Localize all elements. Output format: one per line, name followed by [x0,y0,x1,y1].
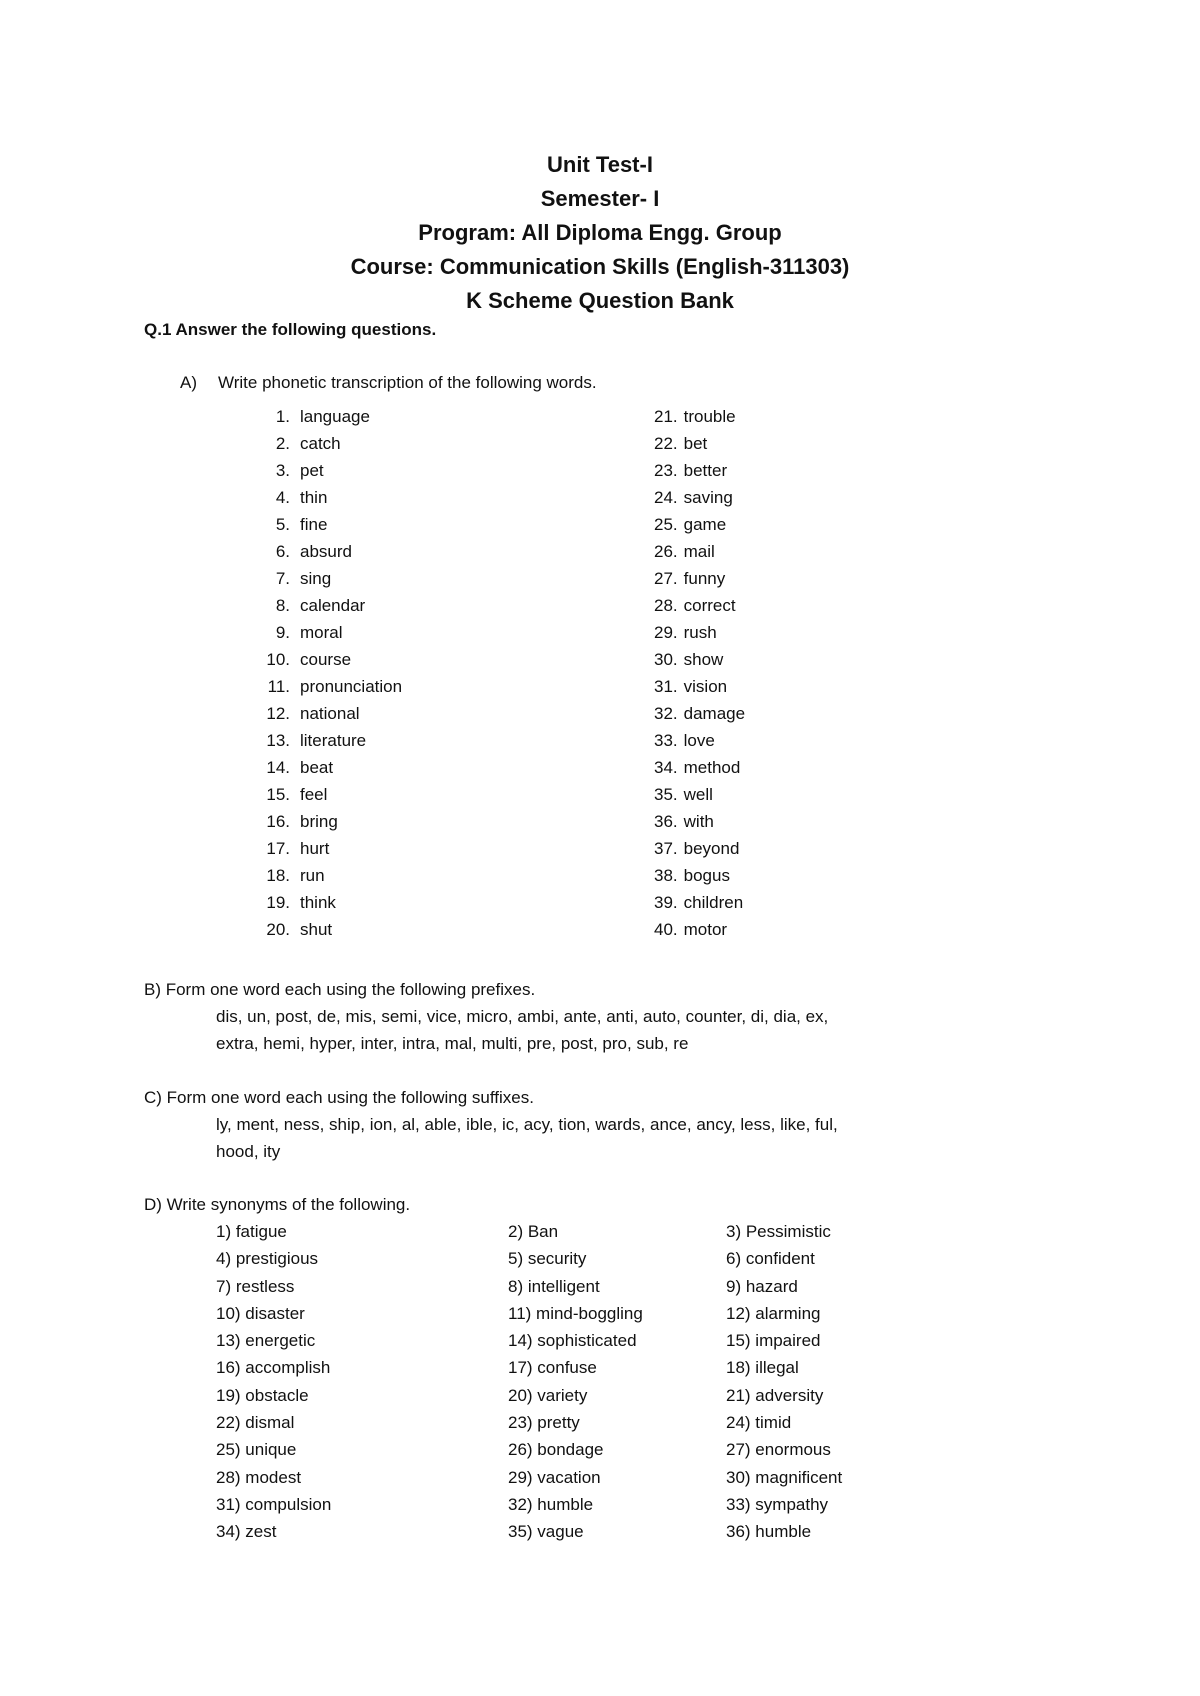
suffix-line: hood, ity [216,1142,281,1161]
synonym-item: 20) variety [508,1385,588,1405]
synonym-item: 10) disaster [216,1303,305,1323]
item-number: 36. [654,812,678,831]
section-b-heading: B) Form one word each using the following prefixes. [144,980,536,999]
item-word: catch [300,434,341,453]
item-word: with [683,812,714,831]
word-list-item [654,403,745,430]
item-number: 38. [654,866,678,885]
section-d-heading: D) Write synonyms of the following. [144,1195,411,1214]
synonym-item: 7) restless [216,1276,295,1296]
synonym-item: 2) Ban [508,1222,559,1241]
item-number: 14. [266,758,290,777]
synonym-item: 16) accomplish [216,1358,331,1378]
word-list-item [654,727,745,754]
word-list-item [254,781,402,808]
title-question-bank: K Scheme Question Bank [466,288,734,313]
word-list-item [254,511,402,538]
item-word: rush [683,623,717,642]
word-list-item [254,754,402,781]
word-list-item [654,781,745,808]
item-word: vision [683,677,728,696]
item-number: 22. [654,434,678,453]
item-number: 8. [275,596,290,615]
item-word: beyond [683,839,740,858]
item-word: love [683,731,715,750]
word-list-item [254,889,402,916]
item-number: 31. [654,677,678,696]
item-word: correct [683,596,736,615]
word-list-item [654,835,745,862]
word-list-item [654,457,745,484]
item-number: 16. [266,812,290,831]
synonym-item: 13) energetic [216,1331,316,1351]
item-number: 30. [654,650,678,669]
item-word: saving [683,488,733,507]
title-unit-test: Unit Test-I [547,152,653,177]
synonym-item: 28) modest [216,1467,302,1487]
title-block [0,148,1200,318]
section-a-letter: A) [180,373,197,392]
item-number: 39. [654,893,678,912]
item-word: national [300,704,360,723]
item-word: beat [300,758,334,777]
item-number: 24. [654,488,678,507]
item-word: children [683,893,744,912]
section-b-prefixes [216,1003,976,1057]
word-list-item [654,619,745,646]
synonym-item: 1) fatigue [216,1222,287,1241]
word-list-item [654,511,745,538]
word-list-item [654,646,745,673]
item-word: method [683,758,741,777]
item-word: calendar [300,596,366,615]
synonym-item: 31) compulsion [216,1494,332,1514]
item-number: 34. [654,758,678,777]
word-list-item [654,862,745,889]
word-list-item [654,538,745,565]
synonym-item: 14) sophisticated [508,1331,637,1351]
synonym-item: 17) confuse [508,1358,597,1378]
synonym-item: 12) alarming [726,1303,821,1323]
synonym-item: 6) confident [726,1249,815,1269]
item-number: 40. [654,920,678,939]
item-number: 27. [654,569,678,588]
item-number: 17. [266,839,290,858]
item-number: 28. [654,596,678,615]
item-word: shut [300,920,333,939]
item-number: 11. [267,677,290,696]
word-list-item [254,727,402,754]
synonym-item: 34) zest [216,1522,277,1542]
item-number: 32. [654,704,678,723]
phonetic-word-list-left [254,403,402,943]
synonym-item: 24) timid [726,1413,792,1433]
synonym-column-1 [216,1218,331,1546]
synonym-item: 18) illegal [726,1358,799,1378]
item-number: 15. [266,785,290,804]
word-list-item [254,430,402,457]
item-number: 21. [654,407,678,426]
item-word: course [300,650,352,669]
title-semester: Semester- I [540,186,660,211]
item-number: 10. [266,650,290,669]
section-c-heading: C) Form one word each using the following suffixes. [144,1088,534,1107]
item-number: 12. [266,704,290,723]
item-number: 37. [654,839,678,858]
item-word: well [683,785,713,804]
item-number: 5. [275,515,290,534]
synonym-item: 36) humble [726,1522,812,1542]
word-list-item [254,646,402,673]
item-word: moral [300,623,343,642]
word-list-item [254,619,402,646]
item-number: 26. [654,542,678,561]
item-word: hurt [300,839,330,858]
synonym-item: 5) security [508,1249,587,1269]
synonym-item: 3) Pessimistic [726,1222,831,1241]
item-word: literature [300,731,367,750]
item-word: bet [683,434,708,453]
item-word: trouble [683,407,736,426]
item-word: pronunciation [300,677,403,696]
synonym-item: 35) vague [508,1522,584,1542]
word-list-item [654,700,745,727]
synonym-column-2 [508,1218,643,1546]
synonym-item: 33) sympathy [726,1494,829,1514]
section-c-suffixes [216,1111,976,1165]
item-number: 18. [266,866,290,885]
synonym-item: 19) obstacle [216,1385,309,1405]
word-list-item [254,673,402,700]
item-number: 2. [275,434,290,453]
item-word: bring [300,812,338,831]
synonym-item: 30) magnificent [726,1467,843,1487]
item-number: 3. [275,461,290,480]
item-number: 6. [275,542,290,561]
item-number: 25. [654,515,678,534]
item-word: pet [300,461,324,480]
synonym-item: 27) enormous [726,1440,831,1460]
item-word: run [300,866,325,885]
title-course: Course: Communication Skills (English-311303) [350,254,850,279]
item-word: show [683,650,724,669]
item-word: game [683,515,727,534]
synonym-item: 26) bondage [508,1440,604,1460]
word-list-item [654,484,745,511]
item-word: think [300,893,336,912]
synonym-item: 25) unique [216,1440,297,1460]
item-number: 29. [654,623,678,642]
item-word: bogus [683,866,730,885]
item-number: 23. [654,461,678,480]
synonym-item: 8) intelligent [508,1276,600,1296]
item-number: 13. [266,731,290,750]
prefix-line: dis, un, post, de, mis, semi, vice, micro, ambi, ante, anti, auto, counter, di, dia, ex, [216,1007,829,1026]
item-word: absurd [300,542,352,561]
suffix-line: ly, ment, ness, ship, ion, al, able, ible, ic, acy, tion, wards, ance, ancy, less, like, ful, [216,1115,838,1134]
phonetic-word-list-right [654,403,745,943]
word-list-item [654,565,745,592]
word-list-item [654,889,745,916]
item-word: thin [300,488,328,507]
item-number: 4. [275,488,290,507]
synonym-item: 15) impaired [726,1331,821,1351]
word-list-item [254,916,402,943]
item-word: mail [683,542,715,561]
word-list-item [254,538,402,565]
word-list-item [254,835,402,862]
item-word: feel [300,785,328,804]
word-list-item [254,565,402,592]
question-1-heading: Q.1 Answer the following questions. [144,320,437,339]
synonym-item: 29) vacation [508,1467,601,1487]
word-list-item [654,673,745,700]
synonym-item: 22) dismal [216,1413,295,1433]
item-word: funny [683,569,726,588]
word-list-item [254,700,402,727]
synonym-item: 9) hazard [726,1276,798,1296]
word-list-item [654,430,745,457]
synonym-item: 21) adversity [726,1385,824,1405]
prefix-line: extra, hemi, hyper, inter, intra, mal, multi, pre, post, pro, sub, re [216,1034,689,1053]
item-number: 9. [275,623,290,642]
word-list-item [654,592,745,619]
word-list-item [654,808,745,835]
item-number: 35. [654,785,678,804]
word-list-item [254,484,402,511]
item-number: 7. [275,569,290,588]
item-word: damage [683,704,746,723]
item-word: motor [683,920,728,939]
word-list-item [654,754,745,781]
item-number: 19. [266,893,290,912]
synonym-item: 11) mind-boggling [508,1303,643,1323]
synonym-item: 23) pretty [508,1413,580,1433]
word-list-item [254,457,402,484]
synonym-item: 4) prestigious [216,1249,319,1269]
item-word: sing [300,569,332,588]
section-a-instruction: Write phonetic transcription of the following words. [218,373,597,392]
item-word: better [683,461,728,480]
title-program: Program: All Diploma Engg. Group [418,220,782,245]
item-number: 33. [654,731,678,750]
word-list-item [254,862,402,889]
item-word: fine [300,515,328,534]
word-list-item [654,916,745,943]
item-number: 1. [275,407,290,426]
word-list-item [254,808,402,835]
synonym-item: 32) humble [508,1494,594,1514]
item-word: language [300,407,370,426]
word-list-item [254,592,402,619]
word-list-item [254,403,402,430]
section-a-heading [180,373,597,393]
item-number: 20. [266,920,290,939]
synonym-column-3 [726,1218,842,1546]
